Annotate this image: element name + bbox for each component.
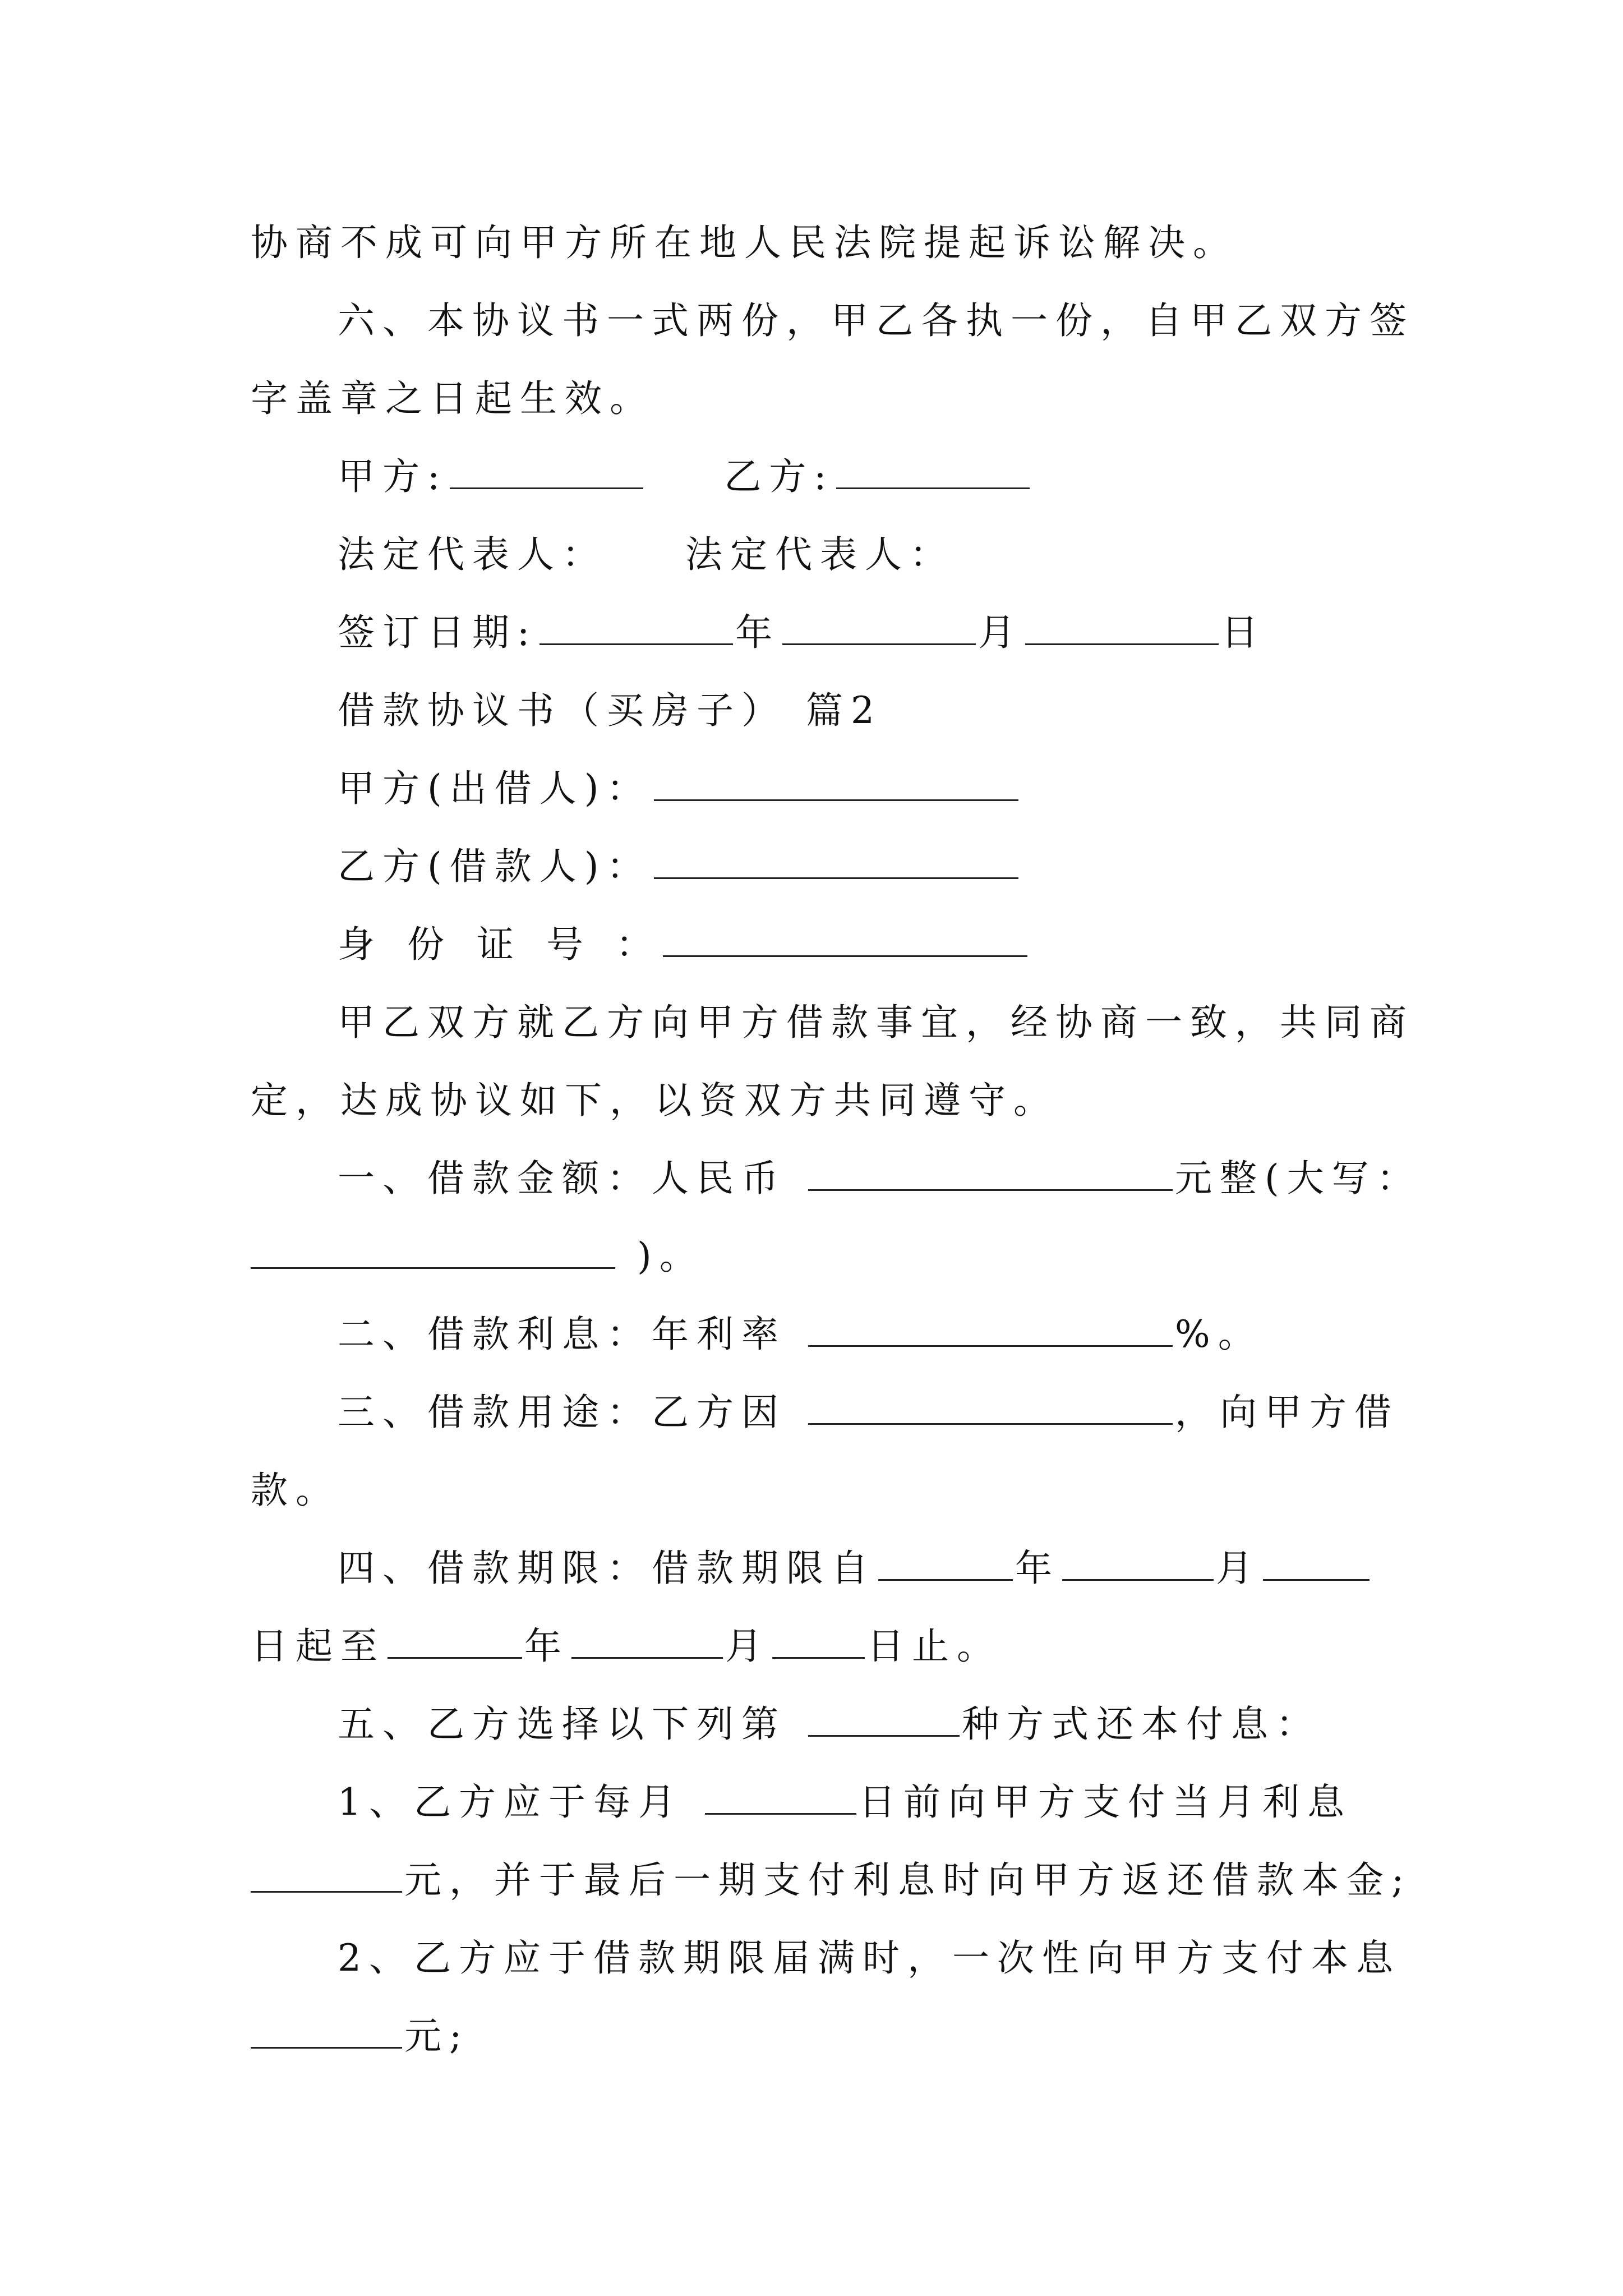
repayment-method-suffix: 种方式还本付息： (961, 1703, 1321, 1746)
loan-amount-line (338, 1156, 1422, 1201)
month-blank[interactable] (782, 612, 976, 645)
loan-amount-blank[interactable] (808, 1158, 1173, 1191)
id-number-line (338, 922, 1030, 967)
paragraph-line (251, 376, 654, 421)
year-label: 年 (735, 611, 781, 654)
party-b-label: 乙方: (724, 455, 834, 498)
party-b-blank[interactable] (836, 456, 1030, 489)
interest-rate-blank[interactable] (808, 1314, 1173, 1347)
lender-line (338, 766, 1021, 811)
term-label: 四、借款期限：借款期限自 (338, 1547, 876, 1590)
term-end-month-label: 月 (725, 1625, 770, 1668)
paragraph-line (338, 1000, 1414, 1045)
paragraph-line (251, 1078, 1058, 1123)
option-one-cont-line (251, 1858, 1412, 1903)
option-two-cont: 元; (404, 2014, 470, 2058)
borrower-line (338, 844, 1021, 889)
term-start-year-blank[interactable] (878, 1548, 1013, 1581)
preamble-text: 甲乙双方就乙方向甲方借款事宜，经协商一致，共同商 (338, 1001, 1414, 1044)
monthly-interest-blank[interactable] (251, 1860, 402, 1893)
interest-label: 二、借款利息：年利率 (338, 1313, 786, 1356)
section-heading (338, 688, 882, 733)
lender-blank[interactable] (654, 768, 1018, 801)
loan-amount-suffix: 元整(大写： (1174, 1157, 1422, 1200)
term-end-year-blank[interactable] (388, 1626, 522, 1659)
purpose-suffix: ，向甲方借 (1174, 1391, 1399, 1434)
loan-amount-caps-line (251, 1234, 704, 1279)
option-one-line (338, 1780, 1352, 1825)
repayment-method-blank[interactable] (808, 1704, 960, 1737)
signing-date-label: 签订日期: (338, 611, 538, 654)
option-one-cont: 元，并于最后一期支付利息时向甲方返还借款本金; (404, 1858, 1412, 1902)
loan-amount-caps-blank[interactable] (251, 1236, 615, 1269)
legal-representative-line (338, 532, 955, 577)
option-one-label: 1、乙方应于每月 (338, 1780, 683, 1824)
loan-amount-label: 一、借款金额：人民币 (338, 1157, 786, 1200)
term-end-day-label: 日止。 (867, 1625, 1002, 1668)
legal-rep-b-label: 法定代表人： (685, 533, 955, 576)
purpose-label: 三、借款用途：乙方因 (338, 1391, 786, 1434)
id-number-label: 身份证号： (338, 923, 685, 966)
signing-date-line (338, 610, 1266, 655)
paragraph-line (251, 1468, 340, 1513)
clause-text: 协商不成可向甲方所在地人民法院提起诉讼解决。 (251, 221, 1238, 264)
borrower-label: 乙方(借款人)： (338, 845, 652, 888)
paragraph-line (338, 298, 1414, 343)
repayment-method-label: 五、乙方选择以下列第 (338, 1703, 786, 1746)
day-blank[interactable] (1025, 612, 1219, 645)
term-end-line (251, 1624, 1002, 1669)
purpose-line (338, 1390, 1399, 1435)
clause-text: 字盖章之日起生效。 (251, 377, 654, 420)
repayment-method-line (338, 1702, 1321, 1747)
interest-line (338, 1312, 1263, 1357)
term-line (338, 1546, 1372, 1591)
purpose-blank[interactable] (808, 1392, 1173, 1425)
day-label: 日 (1221, 611, 1266, 654)
signature-line-parties (338, 454, 1032, 499)
term-start-month-blank[interactable] (1062, 1548, 1214, 1581)
paragraph-line (251, 220, 1238, 265)
party-a-blank[interactable] (450, 456, 643, 489)
month-label: 月 (978, 611, 1023, 654)
term-year-label: 年 (1015, 1547, 1060, 1590)
lender-label: 甲方(出借人)： (338, 767, 652, 810)
party-a-label: 甲方: (338, 455, 448, 498)
option-two-cont-line (251, 2014, 469, 2059)
monthly-day-blank[interactable] (705, 1782, 856, 1815)
purpose-end: 款。 (251, 1469, 340, 1512)
option-two-text: 2、乙方应于借款期限届满时，一次性向甲方支付本息 (338, 1936, 1401, 1980)
option-two-line (338, 1936, 1401, 1981)
section-title: 借款协议书（买房子） 篇2 (338, 689, 882, 732)
loan-amount-close: )。 (637, 1235, 704, 1278)
preamble-text: 定，达成协议如下，以资双方共同遵守。 (251, 1079, 1058, 1122)
lump-sum-blank[interactable] (251, 2016, 402, 2049)
interest-suffix: %。 (1174, 1313, 1263, 1356)
term-month-label: 月 (1216, 1547, 1261, 1590)
year-blank[interactable] (540, 612, 733, 645)
borrower-blank[interactable] (654, 846, 1018, 879)
term-end-month-blank[interactable] (571, 1626, 723, 1659)
term-end-label: 日起至 (251, 1625, 385, 1668)
clause-six-text: 六、本协议书一式两份，甲乙各执一份，自甲乙双方签 (338, 299, 1414, 342)
term-end-year-label: 年 (524, 1625, 569, 1668)
option-one-suffix: 日前向甲方支付当月利息 (858, 1780, 1352, 1824)
term-start-day-blank[interactable] (1263, 1548, 1370, 1581)
legal-rep-a-label: 法定代表人： (338, 533, 607, 576)
term-end-day-blank[interactable] (772, 1626, 865, 1659)
id-number-blank[interactable] (663, 924, 1027, 957)
